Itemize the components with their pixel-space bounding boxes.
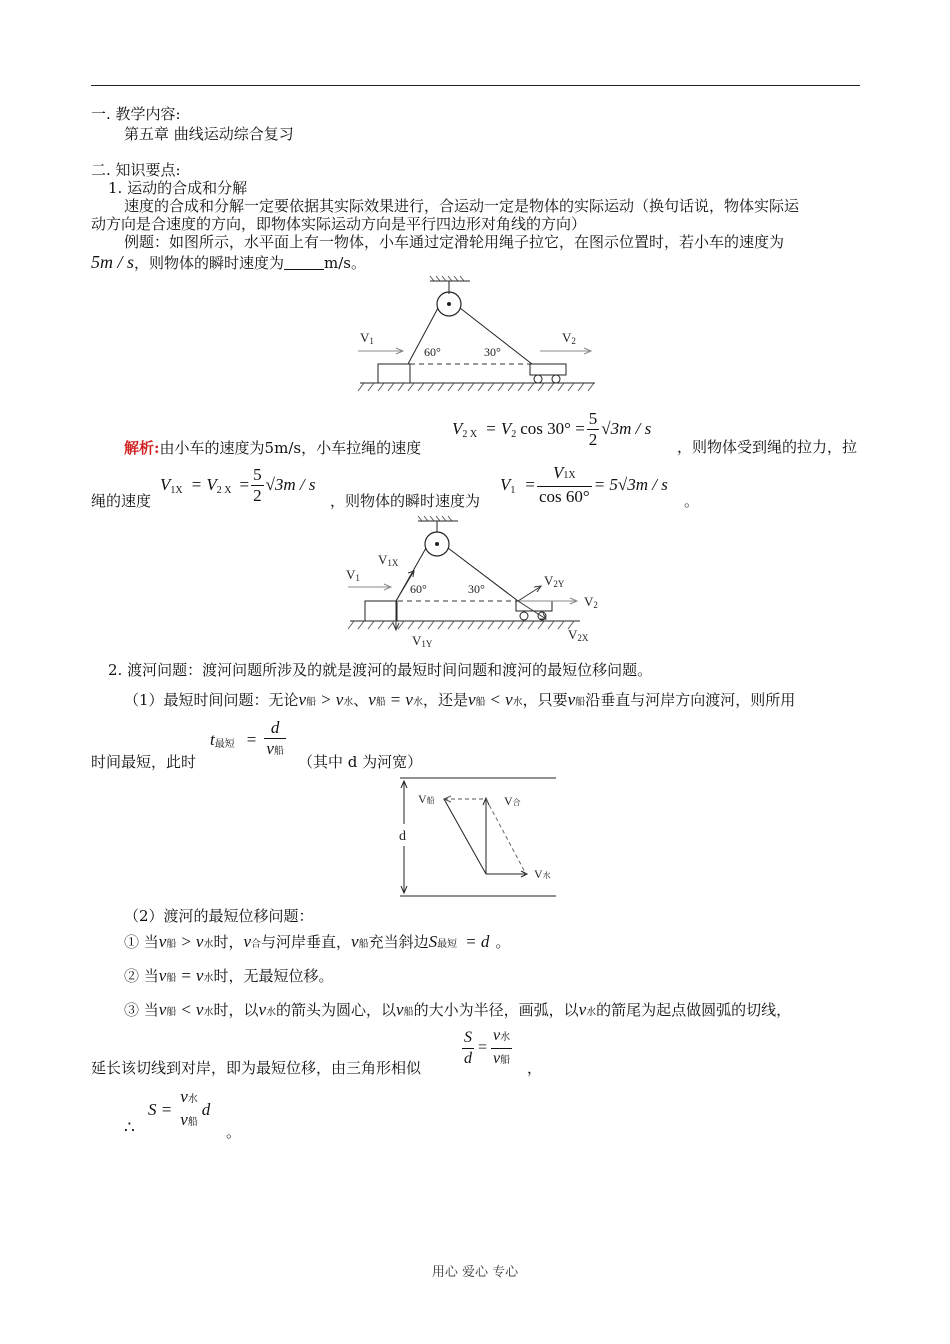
svg-text:d: d [399, 829, 406, 844]
case1-line: ① 当 v 船 > v 水 时， v 合 与河岸垂直， v 船 充当斜边 S 最短 = d 。 [124, 932, 511, 951]
min-displacement-title: （2）渡河的最短位移问题： [124, 907, 314, 925]
river-width-note: （其中 d 为河宽） [298, 753, 423, 771]
point1-line1: 速度的合成和分解一定要依据其实际效果进行，合运动一定是物体的实际运动（换句话说，物体实际运 [124, 197, 800, 215]
case3-comma: ， [527, 1059, 543, 1077]
case3-line: ③ 当 v 船 < v 水 时，以 v 水 的箭头为圆心，以 v 船 的大小为半径，画弧，以 v 水 的箭尾为起点做圆弧的切线， [124, 1000, 792, 1019]
therefore-symbol: ∴ [124, 1118, 135, 1138]
svg-text:V1: V1 [360, 330, 374, 346]
equation-v1: V 1 = $\frac{V1X}{\cos 60^\circ}$ = 5√3m / s [500, 463, 668, 506]
equation-v1x: V 1X = V 2 X = $\frac{5}{2}$ √3m / s [160, 464, 316, 505]
point1-line2: 动方向是合速度的方向，即物体实际运动方向是平行四边形对角线的方向） [91, 215, 587, 233]
section1-heading: 一. 教学内容: [91, 105, 181, 123]
equation-v2x: V 2 X = V 2 cos 30° = $\frac{5}{2}$ √3m / s [452, 408, 652, 449]
example-line1: 例题：如图所示，水平面上有一物体，小车通过定滑轮用绳子拉它，在图示位置时，若小车的速度为 [124, 233, 785, 251]
solution-label: 解析: [124, 439, 160, 457]
case3-line2: 延长该切线到对岸，即为最短位移，由三角形相似 [91, 1059, 422, 1077]
equation-tmin: t 最短 = $\frac{d}{\text{v船}}$ [210, 712, 288, 768]
pulley-diagram-1 [350, 276, 610, 401]
svg-text:V2: V2 [562, 330, 576, 346]
solution-line1: 解析:由小车的速度为5m/s，小车拉绳的速度 [124, 439, 422, 457]
example-line2: 5m / s，则物体的瞬时速度为 m/s。 [91, 252, 367, 272]
point2-title: 2. 渡河问题：渡河问题所涉及的就是渡河的最短时间问题和渡河的最短位移问题。 [108, 661, 653, 679]
svg-text:V1: V1 [346, 567, 360, 583]
case2-line: ② 当 v 船 = v 水 时，无最短位移。 [124, 966, 334, 985]
min-time-line2: 时间最短，此时 [91, 753, 197, 771]
header-rule [91, 85, 860, 86]
min-time-line: （1）最短时间问题：无论 v 船 > v 水 、 v 船 = v 水 ，还是 v 船 < v 水 ，只要 v 船 沿垂直与河岸方向渡河，则所用 [124, 690, 796, 709]
page-footer: 用心 爱心 专心 [431, 1265, 519, 1280]
svg-text:60°: 60° [424, 345, 441, 359]
svg-text:V船: V船 [418, 792, 435, 806]
solution-line2-start: 绳的速度 [91, 492, 152, 510]
svg-text:30°: 30° [484, 345, 501, 359]
pulley-diagram-2 [340, 517, 610, 652]
svg-text:30°: 30° [468, 582, 485, 596]
answer-blank [284, 255, 324, 270]
svg-text:V水: V水 [534, 867, 551, 881]
svg-text:V1X: V1X [378, 552, 399, 568]
svg-text:V2: V2 [584, 594, 598, 610]
equation-s-end: 。 [226, 1123, 242, 1141]
solution-line2-mid: ，则物体的瞬时速度为 [330, 492, 481, 510]
river-vector-diagram [390, 776, 560, 900]
svg-text:V2Y: V2Y [544, 573, 565, 589]
equation-s: S = v水 v船 d [148, 1087, 211, 1129]
point1-title: 1. 运动的合成和分解 [108, 179, 248, 197]
solution-line1-end: ，则物体受到绳的拉力，拉 [677, 438, 858, 456]
chapter-title: 第五章 曲线运动综合复习 [124, 125, 294, 143]
svg-text:V合: V合 [504, 794, 521, 808]
solution-line2-end: 。 [684, 492, 700, 510]
svg-text:V2X: V2X [568, 627, 589, 643]
svg-text:V1Y: V1Y [412, 633, 433, 649]
speed-value: 5m / s [91, 252, 135, 272]
svg-text:60°: 60° [410, 582, 427, 596]
equation-similar-triangles: $\frac{S}{d}$ = $\frac{\text{v水}}{\text{v船}}$ [460, 1020, 514, 1076]
section2-heading: 二. 知识要点: [91, 161, 181, 179]
